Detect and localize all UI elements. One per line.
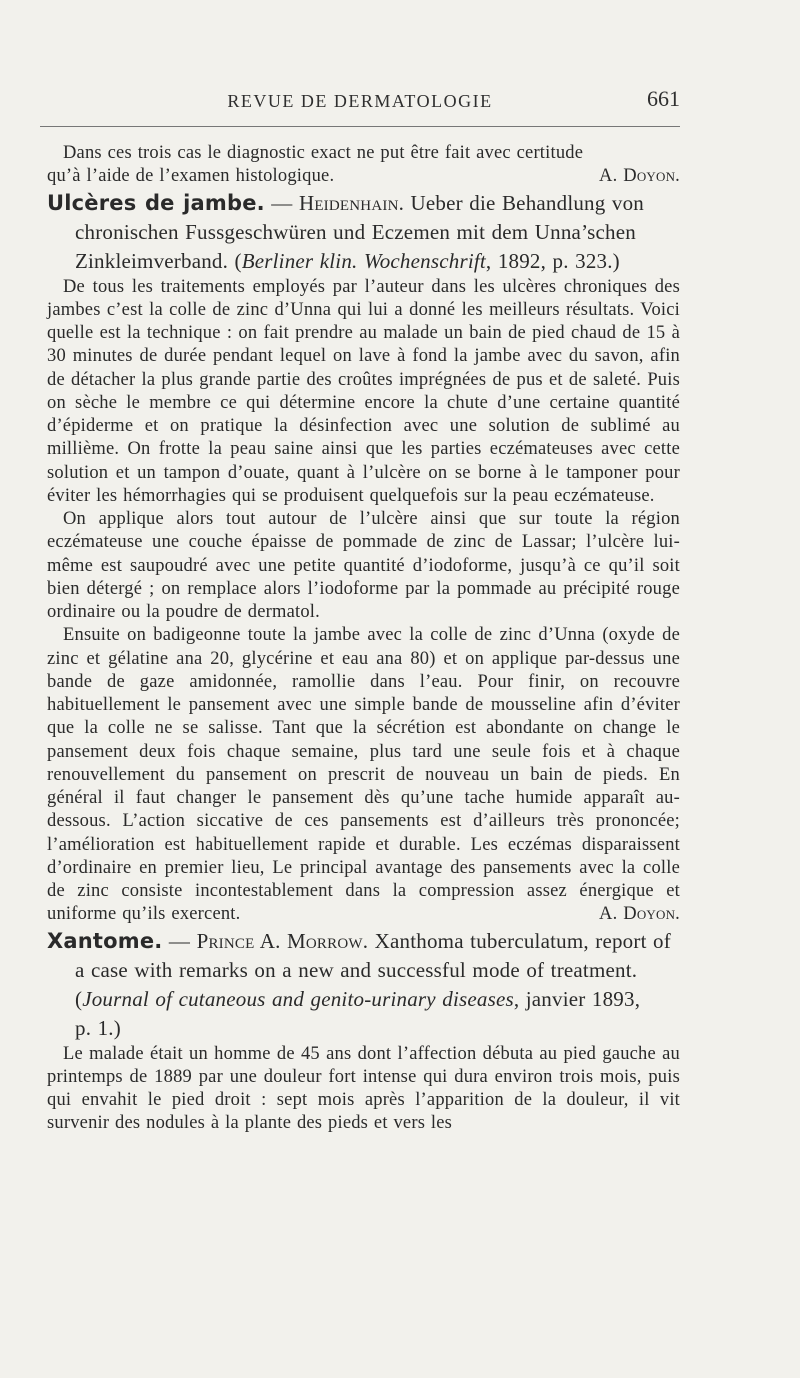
entry-1-heading-line-3	[47, 247, 680, 276]
page-number: 661	[647, 86, 680, 111]
entry-1-journal: Berliner klin. Wochenschrift	[241, 248, 486, 273]
entry-1-paragraph-3	[47, 624, 680, 926]
page-body	[47, 142, 680, 1136]
entry-1-title: Ulcères de jambe.	[47, 190, 265, 215]
entry-2-citation-open: (	[75, 986, 83, 1011]
running-header	[40, 84, 680, 112]
intro-line-1: Dans ces trois cas le diagnostic exact ne put être fait avec certitude	[63, 143, 584, 163]
entry-2-heading	[47, 927, 680, 1043]
entry-1-paragraph-2: On applique alors tout autour de l’ulcère ainsi que sur toute la région eczémateuse une couche épaisse de pommade de zinc de Lassar; l’ulcère lui-même est saupoudré avec une petite quantité d’iodoforme, jusqu’à ce qu’il soit bien détergé ; on remplace alors l’iodoforme par la pommade au précipité rouge ordinaire ou la poudre de dermatol.	[47, 509, 680, 622]
header-rule	[40, 126, 680, 127]
intro-signature: A. Doyon.	[599, 166, 680, 187]
entry-2-author: Prince A. Morrow	[196, 928, 363, 953]
entry-2-citation-close: , janvier 1893,	[513, 986, 641, 1011]
running-title: REVUE DE DERMATOLOGIE	[227, 91, 493, 111]
entry-1-citation-open: Zinkleimverband. (	[75, 248, 242, 273]
entry-1-heading-rest: . Ueber die Behandlung von	[398, 190, 644, 215]
entry-1-signature: A. Doyon.	[599, 904, 680, 925]
entry-2-title: Xantome.	[47, 928, 163, 953]
entry-1-citation-close: , 1892, p. 323.)	[485, 248, 620, 273]
entry-2-heading-line-3	[47, 985, 680, 1014]
entry-2-journal: Journal of cutaneous and genito-urinary diseases	[82, 986, 514, 1011]
entry-2-heading-line-4: p. 1.)	[75, 1015, 121, 1040]
entry-1-dash: —	[264, 190, 299, 215]
entry-1-heading	[47, 189, 680, 276]
entry-2-heading-line-2: a case with remarks on a new and successful mode of treatment.	[75, 957, 638, 982]
intro-paragraph	[47, 142, 680, 165]
intro-signature-line	[47, 165, 680, 188]
intro-line-2: qu’à l’aide de l’examen histologique.	[47, 166, 335, 187]
entry-1-paragraph-1: De tous les traitements employés par l’auteur dans les ulcères chroniques des jambes c’est la colle de zinc d’Unna qui lui a donné les meilleurs résultats. Voici quelle est la technique : on fait prendre au malade un bain de pied chaud de 15 à 30 minutes de durée pendant lequel on lave à fond la jambe avec du savon, afin de détacher la plus grande partie des croûtes imprégnées de pus et de saleté. Puis on sèche le membre ce qui détermine encore la chute d’une certaine quantité d’épiderme et on pratique la désinfection avec une solution de sublimé au millième. On frotte la peau saine ainsi que les parties eczémateuses avec cette solution et un tampon d’ouate, quant à l’ulcère on se borne à le tamponer pour éviter les hémorrhagies qui se produisent quelquefois sur la peau eczémateuse.	[47, 276, 680, 506]
entry-1-paragraph-3-text: Ensuite on badigeonne toute la jambe avec la colle de zinc d’Unna (oxyde de zinc et gélatine ana 20, glycérine et eau ana 80) et on applique par-dessus une bande de gaze amidonnée, ramollie dans l’eau. Pour finir, on recouvre habituellement le pansement avec une simple bande de mousseline afin d’éviter que la colle ne se salisse. Tant que la sécrétion est abondante on change le pansement deux fois chaque semaine, plus tard une seule fois et à chaque renouvellement du pansement on prescrit de nouveau un bain de pieds. En général il faut changer le pansement dès qu’une tache humide apparaît au-dessous. L’action siccative de ces pansements est d’ailleurs très prononcée; l’amélioration est habituellement rapide et durable. Les eczémas disparaissent d’ordinaire en premier lieu, Le principal avantage des pansements avec la colle de zinc consiste incontestablement dans la compression assez énergique et uniforme qu’ils exercent.	[47, 625, 680, 925]
entry-2-dash: —	[162, 928, 197, 953]
entry-1-heading-line-2: chronischen Fussgeschwüren und Eczemen mit dem Unna’schen	[75, 219, 636, 244]
entry-1-author: Heidenhain	[298, 190, 399, 215]
entry-2-paragraph-1: Le malade était un homme de 45 ans dont l’affection débuta au pied gauche au printemps de 1889 par une douleur fort intense qui dura environ trois mois, puis qui envahit le pied droit : sept mois après l’apparition de la douleur, il vit survenir des nodules à la plante des pieds et vers les	[47, 1043, 680, 1134]
entry-2-heading-rest: . Xanthoma tuberculatum, report of	[362, 928, 671, 953]
